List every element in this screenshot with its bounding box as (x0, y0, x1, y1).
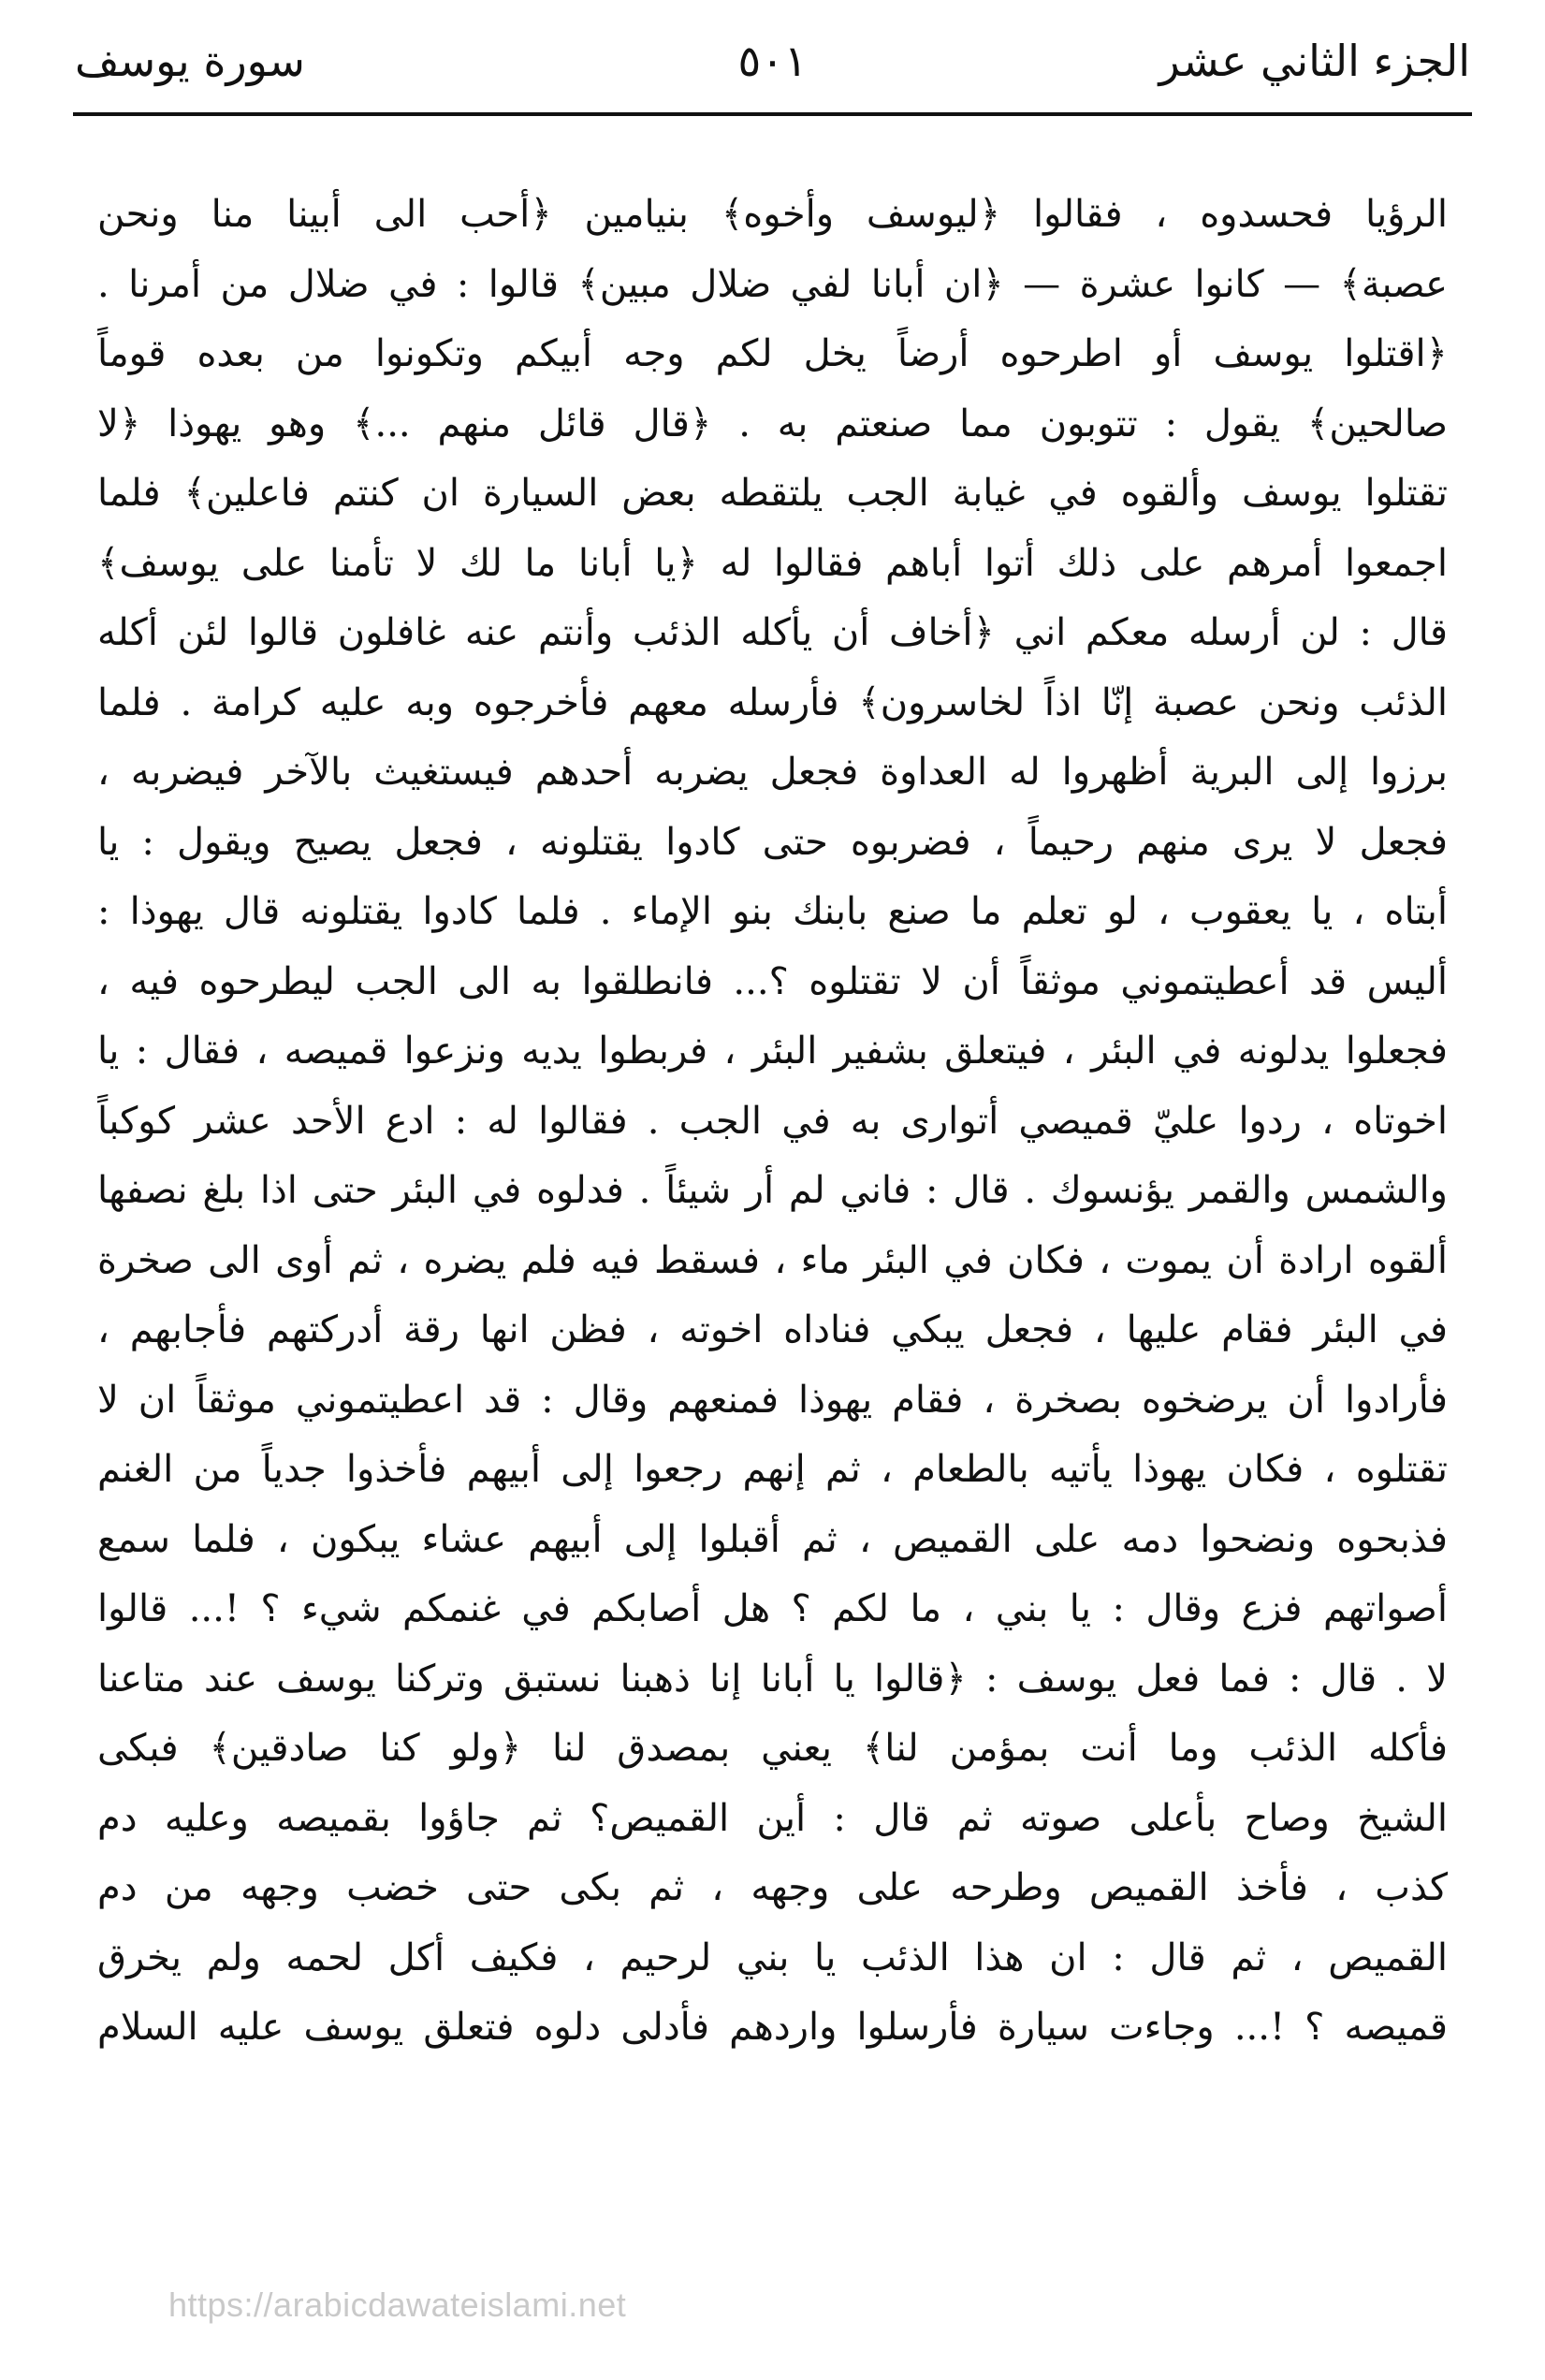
text-line (97, 2063, 1448, 2133)
text-line: أصواتهم فزع وقال : يا بني ، ما لكم ؟ هل أصابكم في غنمكم شيء ؟ !... قالوا (97, 1587, 1448, 1630)
page-header (75, 28, 1470, 94)
surah-label: سورة يوسف (75, 36, 305, 86)
text-line: اجمعوا أمرهم على ذلك أتوا أباهم فقالوا له ﴿يا أبانا ما لك لا تأمنا على يوسف﴾ (97, 541, 1448, 585)
text-line: الشيخ وصاح بأعلى صوته ثم قال : أين القميص؟ ثم جاؤوا بقميصه وعليه دم (97, 1796, 1448, 1840)
text-line: فجعل لا يرى منهم رحيماً ، فضربوه حتى كادوا يقتلونه ، فجعل يصيح ويقول : يا (97, 820, 1448, 864)
page-number: ٥٠١ (737, 36, 808, 86)
text-line: فأكله الذئب وما أنت بمؤمن لنا﴾ يعني بمصدق لنا ﴿ولو كنا صادقين﴾ فبكى (97, 1727, 1448, 1770)
text-line: ألقوه ارادة أن يموت ، فكان في البئر ماء ، فسقط فيه فلم يضره ، ثم أوى الى صخرة (97, 1238, 1448, 1282)
text-line: أليس قد أعطيتموني موثقاً أن لا تقتلوه ؟... فانطلقوا به الى الجب ليطرحوه فيه ، (97, 959, 1448, 1003)
text-line: الذئب ونحن عصبة إنّا اذاً لخاسرون﴾ فأرسله معهم فأخرجوه وبه عليه كرامة . فلما (97, 680, 1448, 724)
text-line: عصبة﴾ — كانوا عشرة — ﴿ان أبانا لفي ضلال مبين﴾ قالوا : في ضلال من أمرنا . (97, 262, 1448, 306)
text-line: قال : لن أرسله معكم اني ﴿أخاف أن يأكله الذئب وأنتم عنه غافلون قالوا لئن أكله (97, 611, 1448, 654)
text-line: تقتلوه ، فكان يهوذا يأتيه بالطعام ، ثم إنهم رجعوا إلى أبيهم فأخذوا جدياً من الغنم (97, 1448, 1448, 1491)
text-line: فذبحوه ونضحوا دمه على القميص ، ثم أقبلوا إلى أبيهم عشاء يبكون ، فلما سمع (97, 1517, 1448, 1561)
part-label: الجزء الثاني عشر (1159, 36, 1470, 86)
text-line: فجعلوا يدلونه في البئر ، فيتعلق بشفير البئر ، فربطوا يديه ونزعوا قميصه ، فقال : يا (97, 1029, 1448, 1073)
text-line: والشمس والقمر يؤنسوك . قال : فاني لم أر شيئاً . فدلوه في البئر حتى اذا بلغ نصفها (97, 1169, 1448, 1212)
text-line: ﴿اقتلوا يوسف أو اطرحوه أرضاً يخل لكم وجه أبيكم وتكونوا من بعده قوماً (97, 332, 1448, 375)
text-line: صالحين﴾ يقول : تتوبون مما صنعتم به . ﴿قال قائل منهم ...﴾ وهو يهوذا ﴿لا (97, 402, 1448, 445)
text-line: لا . قال : فما فعل يوسف : ﴿قالوا يا أبانا إنا ذهبنا نستبق وتركنا يوسف عند متاعنا (97, 1657, 1448, 1701)
text-line: قميصه ؟ !... وجاءت سيارة فأرسلوا واردهم فأدلى دلوه فتعلق يوسف عليه السلام (97, 2006, 1448, 2049)
text-line: أبتاه ، يا يعقوب ، لو تعلم ما صنع بابنك بنو الإماء . فلما كادوا يقتلونه قال يهوذا : (97, 890, 1448, 933)
watermark-url: https://arabicdawateislami.net (168, 2285, 627, 2324)
text-line: كذب ، فأخذ القميص وطرحه على وجهه ، ثم بكى حتى خضب وجهه من دم (97, 1866, 1448, 1909)
text-line: القميص ، ثم قال : ان هذا الذئب يا بني لرحيم ، فكيف أكل لحمه ولم يخرق (97, 1935, 1448, 1979)
body-text (97, 180, 1448, 2276)
text-line: فأرادوا أن يرضخوه بصخرة ، فقام يهوذا فمنعهم وقال : قد اعطيتموني موثقاً ان لا (97, 1378, 1448, 1422)
text-line: في البئر فقام عليها ، فجعل يبكي فناداه اخوته ، فظن انها رقة أدركتهم فأجابهم ، (97, 1308, 1448, 1351)
text-line (97, 2202, 1448, 2272)
text-line: تقتلوا يوسف وألقوه في غيابة الجب يلتقطه بعض السيارة ان كنتم فاعلين﴾ فلما (97, 472, 1448, 515)
text-line: برزوا إلى البرية أظهروا له العداوة فجعل يضربه أحدهم فيستغيث بالآخر فيضربه ، (97, 751, 1448, 794)
text-line: الرؤيا فحسدوه ، فقالوا ﴿ليوسف وأخوه﴾ بنيامين ﴿أحب الى أبينا منا ونحن (97, 193, 1448, 236)
header-rule (73, 112, 1472, 116)
text-line: اخوتاه ، ردوا عليّ قميصي أتوارى به في الجب . فقالوا له : ادع الأحد عشر كوكباً (97, 1099, 1448, 1143)
text-line (97, 2132, 1448, 2202)
